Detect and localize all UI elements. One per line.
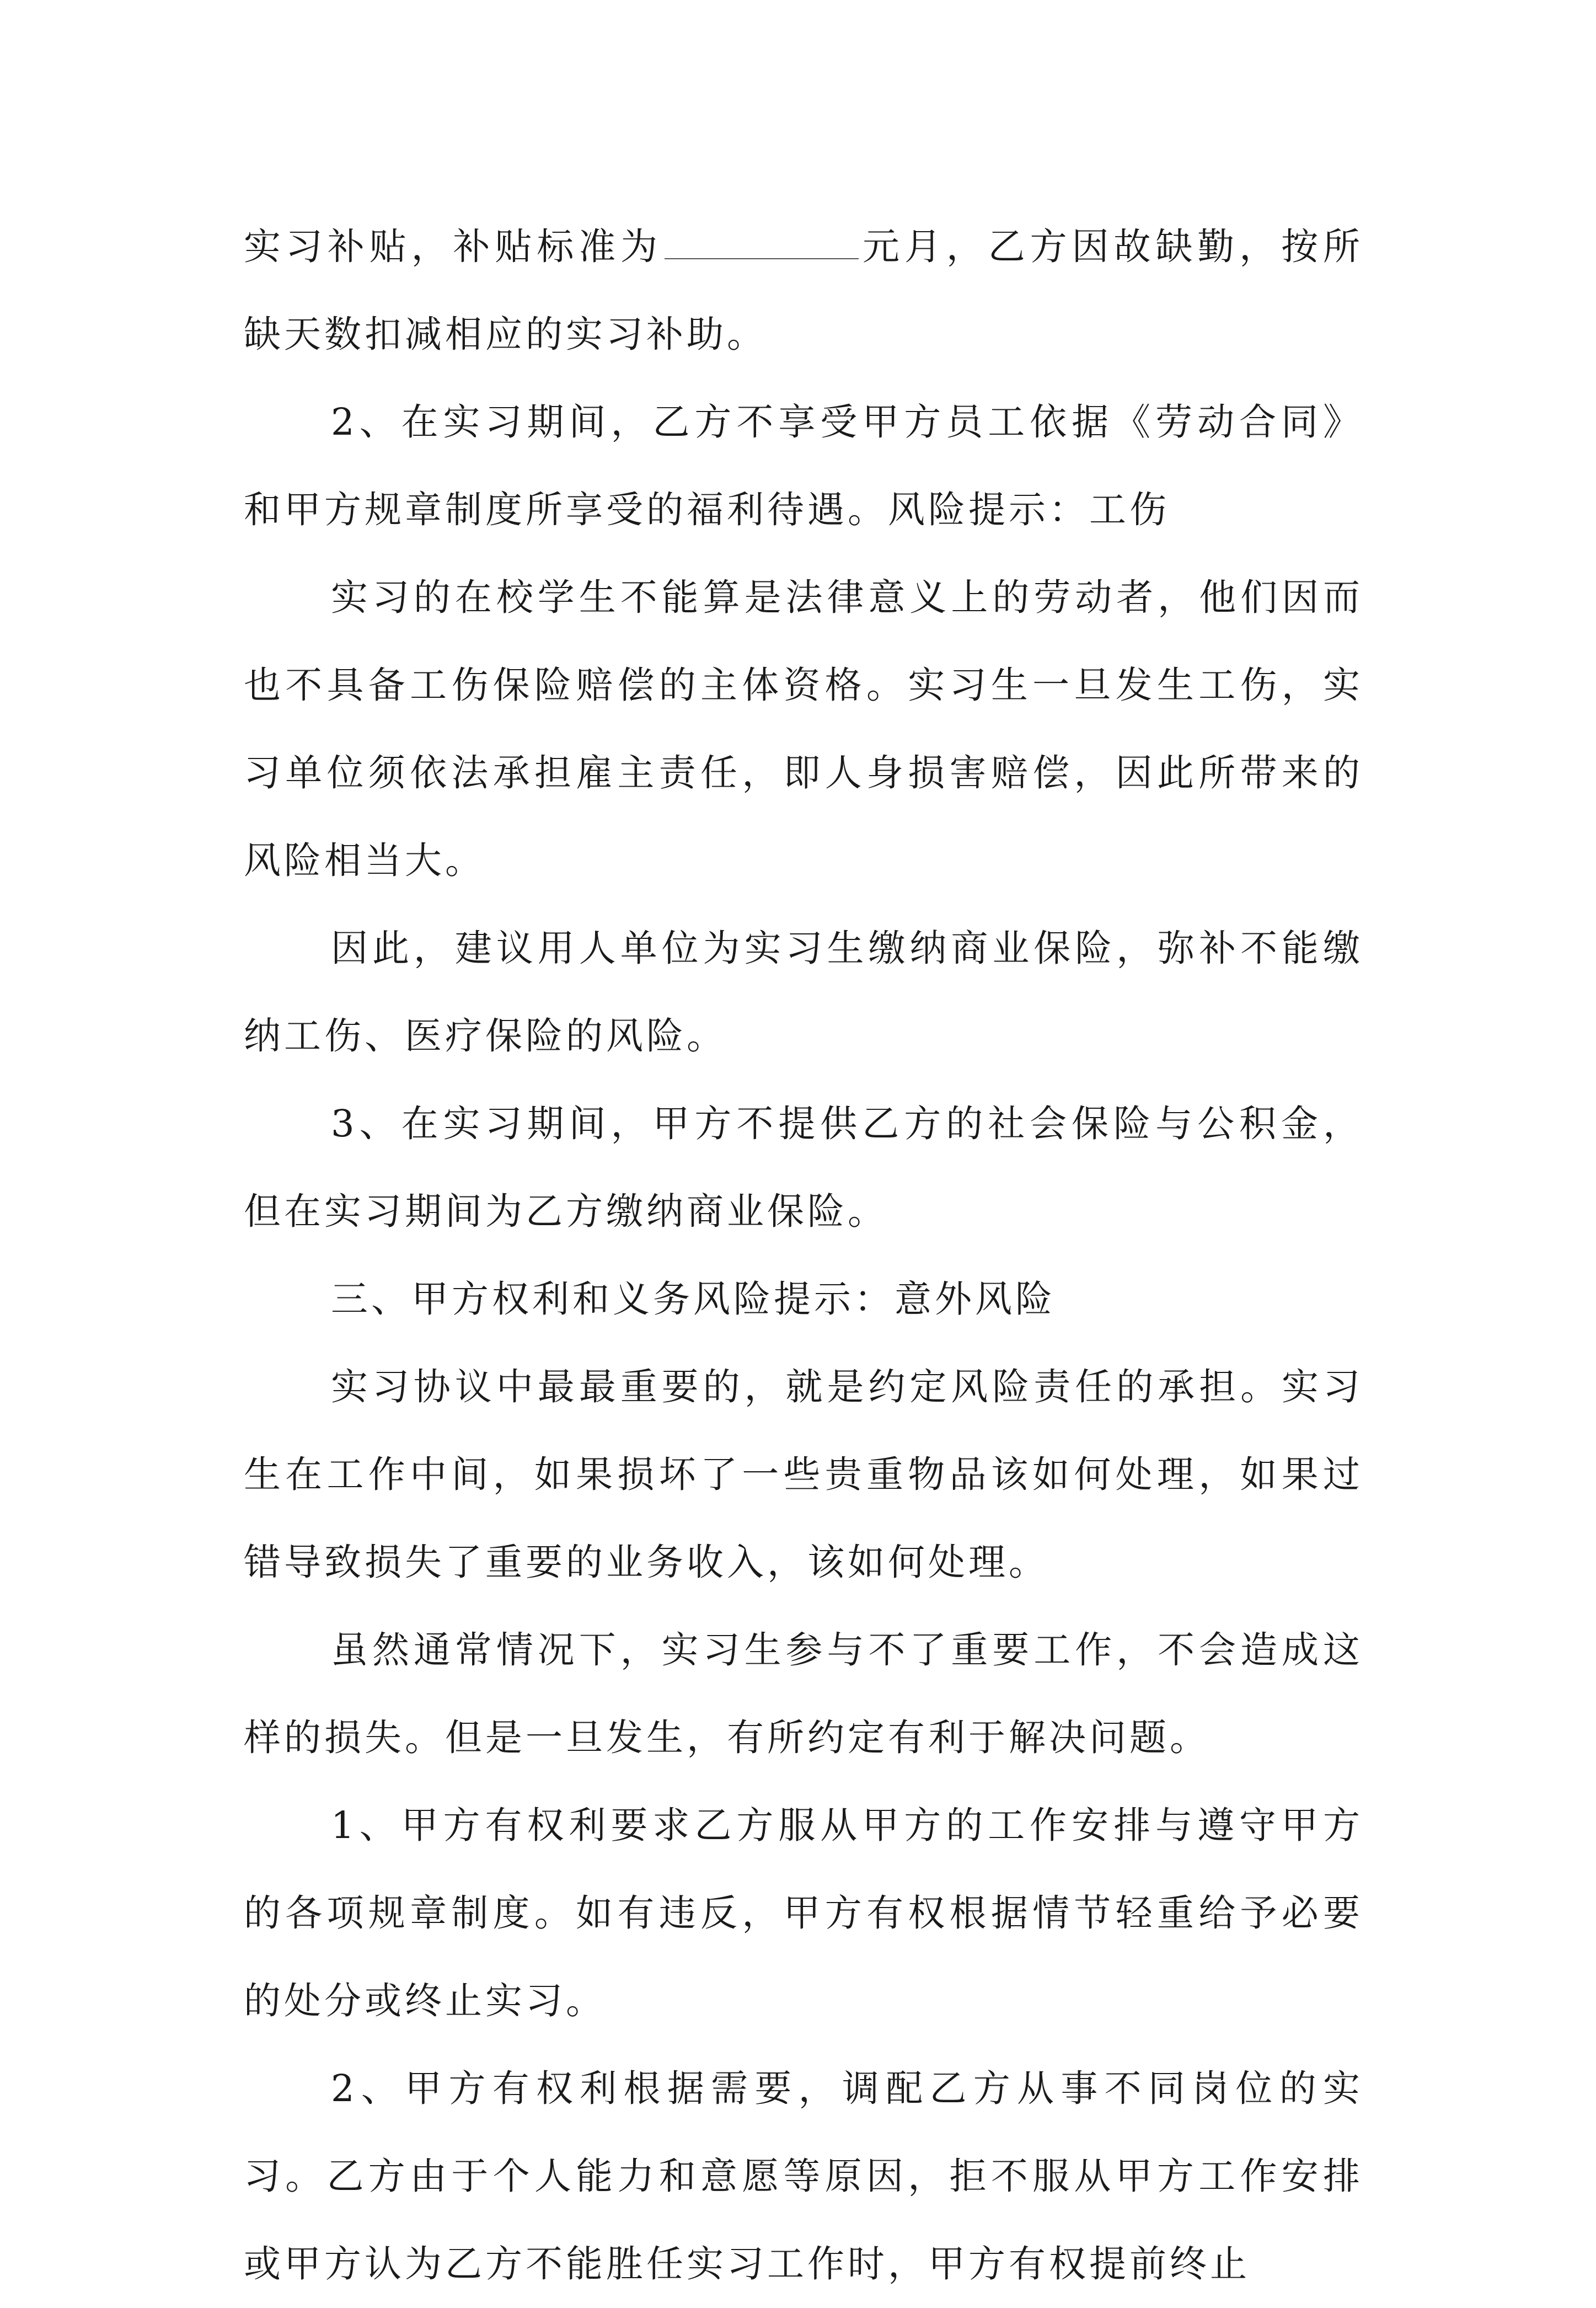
subsidy-amount-blank [665, 231, 859, 259]
paragraph-benefits: 2、在实习期间，乙方不享受甲方员工依据《劳动合同》和甲方规章制度所享受的福利待遇。风险提示：工伤 [244, 400, 1363, 531]
document-body [244, 203, 1363, 2308]
paragraph-loss-agreement: 虽然通常情况下，实习生参与不了重要工作，不会造成这样的损失。但是一旦发生，有所约定有利于解决问题。 [244, 1628, 1363, 1759]
paragraph-insurance-advice: 因此，建议用人单位为实习生缴纳商业保险，弥补不能缴纳工伤、医疗保险的风险。 [244, 927, 1363, 1057]
paragraph-risk-liability: 实习协议中最最重要的，就是约定风险责任的承担。实习生在工作中间，如果损坏了一些贵重物品该如何处理，如果过错导致损失了重要的业务收入，该如何处理。 [244, 1365, 1363, 1584]
paragraph-work-injury: 实习的在校学生不能算是法律意义上的劳动者，他们因而也不具备工伤保险赔偿的主体资格。实习生一旦发生工伤，实习单位须依法承担雇主责任，即人身损害赔偿，因此所带来的风险相当大。 [244, 576, 1363, 882]
section-heading-party-a: 三、甲方权利和义务风险提示：意外风险 [331, 1278, 1056, 1321]
paragraph-party-a-right-1: 1、甲方有权利要求乙方服从甲方的工作安排与遵守甲方的各项规章制度。如有违反，甲方有权根据情节轻重给予必要的处分或终止实习。 [244, 1804, 1363, 2022]
paragraph-social-insurance: 3、在实习期间，甲方不提供乙方的社会保险与公积金，但在实习期间为乙方缴纳商业保险。 [244, 1102, 1363, 1233]
subsidy-text-before: 实习补贴，补贴标准为 [244, 225, 663, 268]
subsidy-text-after: 元月，乙方因故缺勤，按所缺天数扣减相应的实习补助。 [244, 225, 1364, 356]
paragraph-party-a-right-2: 2、甲方有权利根据需要，调配乙方从事不同岗位的实习。乙方由于个人能力和意愿等原因，拒不服从甲方工作安排或甲方认为乙方不能胜任实习工作时，甲方有权提前终止 [244, 2067, 1363, 2285]
paragraph-subsidy [244, 203, 1363, 378]
